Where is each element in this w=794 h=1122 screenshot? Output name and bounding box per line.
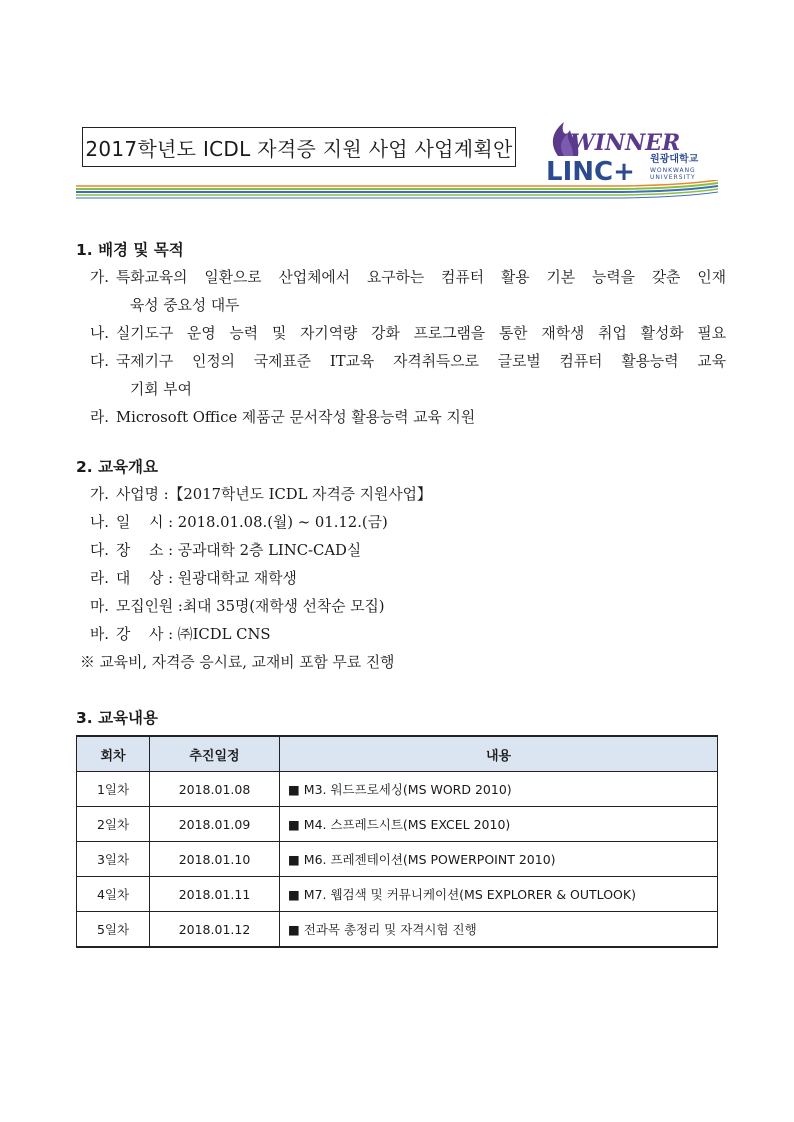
table-row	[77, 842, 718, 877]
list-item: 나. 실기도구 운영 능력 및 자기역량 강화 프로그램을 통한 재학생 취업 활성화 필요	[90, 325, 726, 342]
section-heading: 3. 교육내용	[76, 709, 158, 727]
section-overview	[76, 455, 726, 677]
list-item: 다. 국제기구 인정의 국제표준 IT교육 자격취득으로 글로벌 컴퓨터 활용능력 교육 기회 부여	[90, 353, 726, 398]
document-title	[82, 127, 516, 167]
cell-session: 4일차	[77, 877, 150, 912]
table-row	[77, 877, 718, 912]
winner-linc-logo	[540, 112, 720, 188]
list-item: 다. 장 소 : 공과대학 2층 LINC-CAD실	[90, 542, 362, 559]
section-heading: 2. 교육개요	[76, 458, 158, 476]
cell-content: ■ M7. 웹검색 및 커뮤니케이션(MS EXPLORER & OUTLOOK)	[280, 877, 718, 912]
list-item: 바. 강 사 : ㈜ICDL CNS	[90, 626, 271, 643]
header-date: 추진일정	[150, 736, 280, 772]
header-session: 회차	[77, 736, 150, 772]
list-item: 나. 일 시 : 2018.01.08.(월) ~ 01.12.(금)	[90, 514, 388, 531]
schedule-table	[76, 735, 718, 948]
cell-content: ■ M6. 프레젠테이션(MS POWERPOINT 2010)	[280, 842, 718, 877]
cell-content: ■ 전과목 총정리 및 자격시험 진행	[280, 912, 718, 948]
logo-univ-en-1: WONKWANG	[650, 167, 696, 174]
cell-date: 2018.01.11	[150, 877, 280, 912]
cell-content: ■ M4. 스프레드시트(MS EXCEL 2010)	[280, 807, 718, 842]
cell-session: 2일차	[77, 807, 150, 842]
cell-date: 2018.01.10	[150, 842, 280, 877]
section-background	[76, 238, 726, 432]
logo-winner-text: WINNER	[570, 130, 681, 156]
list-item: 가. 사업명 :【2017학년도 ICDL 자격증 지원사업】	[90, 486, 432, 503]
section-content	[76, 706, 726, 732]
decorative-rules	[76, 180, 718, 204]
header-content: 내용	[280, 736, 718, 772]
cell-session: 3일차	[77, 842, 150, 877]
section-heading: 1. 배경 및 목적	[76, 241, 184, 259]
cell-date: 2018.01.12	[150, 912, 280, 948]
note: ※ 교육비, 자격증 응시료, 교재비 포함 무료 진행	[80, 654, 395, 671]
logo-univ-en-2: UNIVERSITY	[650, 174, 696, 181]
list-item: 라. 대 상 : 원광대학교 재학생	[90, 570, 297, 587]
list-item: 마. 모집인원 :최대 35명(재학생 선착순 모집)	[90, 598, 385, 615]
cell-session: 1일차	[77, 772, 150, 807]
cell-content: ■ M3. 워드프로세싱(MS WORD 2010)	[280, 772, 718, 807]
document-title-text: 2017학년도 ICDL 자격증 지원 사업 사업계획안	[85, 136, 513, 161]
cell-date: 2018.01.08	[150, 772, 280, 807]
logo-linc-text: LINC+	[546, 157, 635, 187]
table-header-row	[77, 736, 718, 772]
table-row	[77, 807, 718, 842]
list-item: 가. 특화교육의 일환으로 산업체에서 요구하는 컴퓨터 활용 기본 능력을 갖춘 인재 육성 중요성 대두	[90, 269, 726, 314]
cell-session: 5일차	[77, 912, 150, 948]
logo-univ-ko: 원광대학교	[650, 154, 699, 165]
list-item: 라. Microsoft Office 제품군 문서작성 활용능력 교육 지원	[90, 409, 476, 426]
table-row	[77, 772, 718, 807]
table-row	[77, 912, 718, 948]
cell-date: 2018.01.09	[150, 807, 280, 842]
